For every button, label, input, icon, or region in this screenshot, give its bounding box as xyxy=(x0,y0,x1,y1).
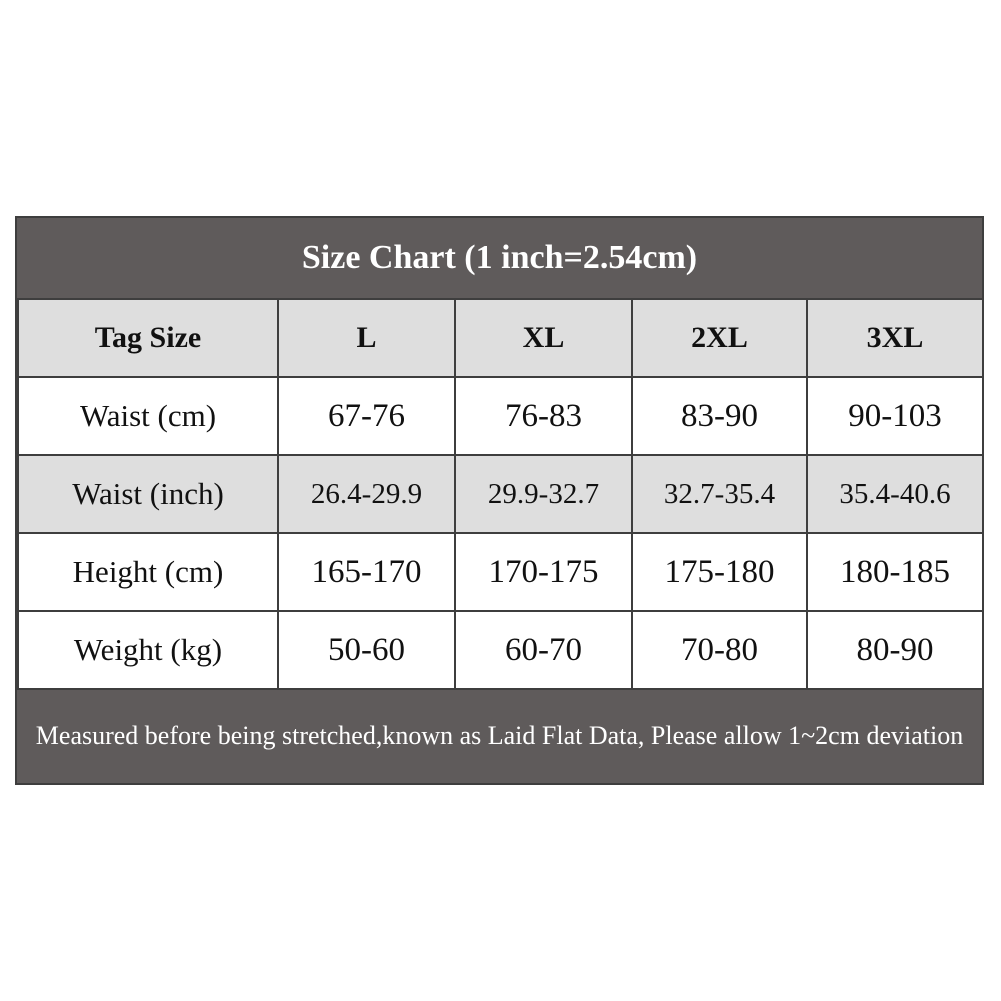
table-cell: 76-83 xyxy=(455,377,632,455)
row-label: Height (cm) xyxy=(18,533,278,611)
table-row-weight-kg xyxy=(18,611,983,689)
row-label: Waist (cm) xyxy=(18,377,278,455)
table-row-height-cm xyxy=(18,533,983,611)
table-cell: 180-185 xyxy=(807,533,983,611)
table-cell: 67-76 xyxy=(278,377,455,455)
header-cell-3xl: 3XL xyxy=(807,299,983,377)
table-cell: 170-175 xyxy=(455,533,632,611)
header-cell-l: L xyxy=(278,299,455,377)
table-cell: 70-80 xyxy=(632,611,807,689)
table-cell: 175-180 xyxy=(632,533,807,611)
table-cell: 83-90 xyxy=(632,377,807,455)
table-cell: 29.9-32.7 xyxy=(455,455,632,533)
table-cell: 90-103 xyxy=(807,377,983,455)
size-chart xyxy=(15,216,984,785)
table-cell: 32.7-35.4 xyxy=(632,455,807,533)
table-cell: 50-60 xyxy=(278,611,455,689)
header-row xyxy=(18,299,983,377)
chart-title: Size Chart (1 inch=2.54cm) xyxy=(17,218,982,298)
row-label: Waist (inch) xyxy=(18,455,278,533)
header-cell-2xl: 2XL xyxy=(632,299,807,377)
header-cell-xl: XL xyxy=(455,299,632,377)
table-cell: 26.4-29.9 xyxy=(278,455,455,533)
header-cell-tag-size: Tag Size xyxy=(18,299,278,377)
table-cell: 35.4-40.6 xyxy=(807,455,983,533)
table-row-waist-cm xyxy=(18,377,983,455)
table-cell: 80-90 xyxy=(807,611,983,689)
footnote: Measured before being stretched,known as Laid Flat Data, Please allow 1~2cm deviation xyxy=(35,720,964,750)
table-cell: 60-70 xyxy=(455,611,632,689)
table-row-waist-inch xyxy=(18,455,983,533)
row-label: Weight (kg) xyxy=(18,611,278,689)
table-cell: 165-170 xyxy=(278,533,455,611)
size-table xyxy=(17,298,984,690)
